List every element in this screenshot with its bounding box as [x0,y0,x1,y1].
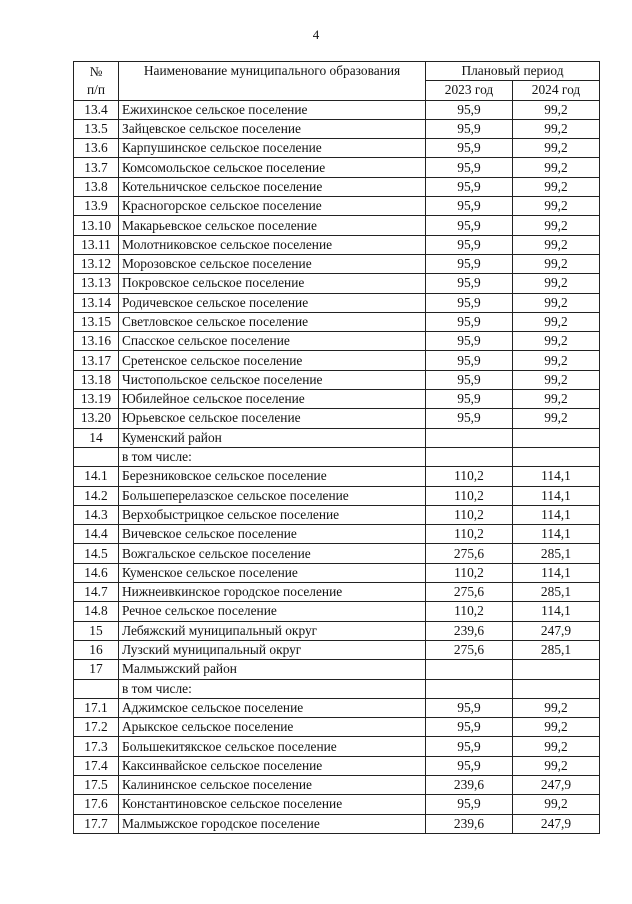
allocation-table [73,61,600,834]
row-value-2023 [426,660,513,679]
row-number: 13.18 [74,370,119,389]
row-value-2023: 110,2 [426,563,513,582]
table-row [74,525,600,544]
row-number: 14 [74,428,119,447]
row-name: Родичевское сельское поселение [119,293,426,312]
row-value-2024: 285,1 [513,544,600,563]
row-value-2024: 99,2 [513,293,600,312]
table-row [74,312,600,331]
row-name: Куменское сельское поселение [119,563,426,582]
row-number: 13.10 [74,216,119,235]
row-number [74,447,119,466]
row-number [74,679,119,698]
row-value-2024: 247,9 [513,814,600,833]
row-value-2024: 99,2 [513,119,600,138]
row-number: 17 [74,660,119,679]
row-number: 13.14 [74,293,119,312]
row-name: в том числе: [119,679,426,698]
row-value-2024: 114,1 [513,467,600,486]
row-value-2024 [513,660,600,679]
row-value-2024: 99,2 [513,737,600,756]
row-number: 14.5 [74,544,119,563]
row-name: Покровское сельское поселение [119,274,426,293]
row-value-2023 [426,679,513,698]
header-year-2024: 2024 год [513,81,600,100]
row-value-2023: 95,9 [426,158,513,177]
row-number: 13.6 [74,139,119,158]
row-value-2023: 239,6 [426,621,513,640]
row-value-2024: 99,2 [513,312,600,331]
row-value-2023: 95,9 [426,370,513,389]
row-value-2023: 95,9 [426,409,513,428]
row-value-2024: 285,1 [513,583,600,602]
table-row [74,756,600,775]
row-value-2023: 110,2 [426,505,513,524]
row-value-2023: 95,9 [426,274,513,293]
row-name: Юбилейное сельское поселение [119,390,426,409]
table-row [74,621,600,640]
table-row [74,814,600,833]
row-name: Зайцевское сельское поселение [119,119,426,138]
row-value-2024: 99,2 [513,390,600,409]
row-value-2023: 95,9 [426,698,513,717]
row-name: Лузский муниципальный округ [119,640,426,659]
row-value-2024: 99,2 [513,332,600,351]
header-year-2023: 2023 год [426,81,513,100]
row-value-2024: 114,1 [513,486,600,505]
row-value-2024: 99,2 [513,370,600,389]
row-name: Ежихинское сельское поселение [119,100,426,119]
table-row [74,332,600,351]
row-name: Светловское сельское поселение [119,312,426,331]
row-name: Котельничское сельское поселение [119,177,426,196]
row-name: Спасское сельское поселение [119,332,426,351]
row-value-2024 [513,447,600,466]
row-number: 14.3 [74,505,119,524]
row-number: 13.16 [74,332,119,351]
row-value-2024: 114,1 [513,505,600,524]
row-name: Красногорское сельское поселение [119,197,426,216]
table-row [74,505,600,524]
row-value-2024: 247,9 [513,775,600,794]
row-value-2024: 99,2 [513,756,600,775]
row-name: Сретенское сельское поселение [119,351,426,370]
row-name: Верхобыстрицкое сельское поселение [119,505,426,524]
table-row [74,583,600,602]
row-value-2023: 95,9 [426,100,513,119]
row-value-2024: 99,2 [513,177,600,196]
row-value-2024 [513,679,600,698]
row-number: 13.13 [74,274,119,293]
row-value-2024: 99,2 [513,100,600,119]
row-name: Березниковское сельское поселение [119,467,426,486]
row-name: в том числе: [119,447,426,466]
row-value-2024: 114,1 [513,602,600,621]
table-body [74,100,600,833]
row-number: 13.5 [74,119,119,138]
row-value-2023: 95,9 [426,139,513,158]
row-number: 17.6 [74,795,119,814]
row-number: 17.3 [74,737,119,756]
row-number: 17.1 [74,698,119,717]
row-value-2024: 99,2 [513,139,600,158]
row-name: Константиновское сельское поселение [119,795,426,814]
row-number: 15 [74,621,119,640]
row-value-2024: 99,2 [513,216,600,235]
row-value-2023: 110,2 [426,525,513,544]
row-value-2024: 99,2 [513,795,600,814]
table-row [74,293,600,312]
row-value-2023: 275,6 [426,544,513,563]
row-number: 14.7 [74,583,119,602]
row-number: 13.7 [74,158,119,177]
row-name: Малмыжское городское поселение [119,814,426,833]
row-name: Большеперелазское сельское поселение [119,486,426,505]
row-value-2023: 95,9 [426,795,513,814]
row-value-2024: 285,1 [513,640,600,659]
row-number: 17.7 [74,814,119,833]
table-row [74,544,600,563]
row-name: Куменский район [119,428,426,447]
row-value-2024: 247,9 [513,621,600,640]
row-number: 13.4 [74,100,119,119]
page-number: 4 [312,27,320,42]
row-number: 14.8 [74,602,119,621]
row-value-2024: 114,1 [513,563,600,582]
row-number: 13.9 [74,197,119,216]
row-value-2024: 99,2 [513,235,600,254]
row-value-2024: 99,2 [513,718,600,737]
table-row [74,235,600,254]
row-value-2023: 95,9 [426,177,513,196]
table-row [74,254,600,273]
row-value-2023: 239,6 [426,775,513,794]
row-name: Арыкское сельское поселение [119,718,426,737]
row-name: Морозовское сельское поселение [119,254,426,273]
row-number: 14.2 [74,486,119,505]
row-name: Комсомольское сельское поселение [119,158,426,177]
row-number: 13.8 [74,177,119,196]
table-row [74,795,600,814]
row-name: Вожгальское сельское поселение [119,544,426,563]
row-number: 17.4 [74,756,119,775]
table-row [74,428,600,447]
row-value-2023: 239,6 [426,814,513,833]
table-row [74,718,600,737]
row-number: 13.12 [74,254,119,273]
row-name: Малмыжский район [119,660,426,679]
table-header [74,62,600,101]
table-row [74,158,600,177]
table-row [74,119,600,138]
row-value-2024: 114,1 [513,525,600,544]
table-row [74,679,600,698]
row-name: Юрьевское сельское поселение [119,409,426,428]
table-row [74,351,600,370]
table-row [74,737,600,756]
row-name: Аджимское сельское поселение [119,698,426,717]
table-row [74,486,600,505]
table-row [74,216,600,235]
table-row [74,177,600,196]
row-value-2024: 99,2 [513,197,600,216]
row-value-2023 [426,428,513,447]
table-row [74,563,600,582]
row-value-2024: 99,2 [513,274,600,293]
row-value-2023: 110,2 [426,602,513,621]
row-value-2023: 95,9 [426,312,513,331]
row-name: Макарьевское сельское поселение [119,216,426,235]
row-value-2023: 95,9 [426,119,513,138]
row-value-2023: 275,6 [426,583,513,602]
row-number: 14.4 [74,525,119,544]
header-period: Плановый период [426,62,600,81]
table-row [74,274,600,293]
row-value-2024: 99,2 [513,698,600,717]
row-value-2023: 95,9 [426,197,513,216]
row-value-2023: 95,9 [426,216,513,235]
row-number: 16 [74,640,119,659]
row-value-2023: 95,9 [426,235,513,254]
row-name: Лебяжский муниципальный округ [119,621,426,640]
row-value-2023: 275,6 [426,640,513,659]
row-name: Калининское сельское поселение [119,775,426,794]
row-name: Каксинвайское сельское поселение [119,756,426,775]
row-name: Большекитякское сельское поселение [119,737,426,756]
table-row [74,602,600,621]
table-row [74,698,600,717]
table-row [74,197,600,216]
row-number: 13.15 [74,312,119,331]
row-name: Речное сельское поселение [119,602,426,621]
row-number: 13.11 [74,235,119,254]
header-number-line2: п/п [86,81,106,97]
row-number: 14.1 [74,467,119,486]
row-value-2023: 95,9 [426,737,513,756]
header-name: Наименование муниципального образования [119,62,426,101]
table-row [74,390,600,409]
row-value-2023: 110,2 [426,486,513,505]
row-value-2023: 95,9 [426,293,513,312]
row-value-2023: 110,2 [426,467,513,486]
table-row [74,139,600,158]
row-name: Чистопольское сельское поселение [119,370,426,389]
row-number: 17.5 [74,775,119,794]
row-value-2023: 95,9 [426,390,513,409]
header-number [74,62,119,101]
table-row [74,775,600,794]
row-number: 14.6 [74,563,119,582]
row-number: 13.17 [74,351,119,370]
row-value-2023: 95,9 [426,254,513,273]
row-value-2023: 95,9 [426,351,513,370]
row-value-2023 [426,447,513,466]
row-number: 17.2 [74,718,119,737]
row-value-2024: 99,2 [513,254,600,273]
header-number-line1: № [89,63,103,79]
table-row [74,447,600,466]
row-value-2023: 95,9 [426,718,513,737]
row-number: 13.20 [74,409,119,428]
row-value-2023: 95,9 [426,332,513,351]
row-number: 13.19 [74,390,119,409]
row-value-2024: 99,2 [513,158,600,177]
row-name: Вичевское сельское поселение [119,525,426,544]
row-value-2024: 99,2 [513,351,600,370]
table-row [74,100,600,119]
row-value-2024 [513,428,600,447]
table-row [74,370,600,389]
table-row [74,467,600,486]
table-row [74,660,600,679]
row-value-2023: 95,9 [426,756,513,775]
row-value-2024: 99,2 [513,409,600,428]
row-name: Нижнеивкинское городское поселение [119,583,426,602]
table-row [74,640,600,659]
row-name: Молотниковское сельское поселение [119,235,426,254]
table-row [74,409,600,428]
row-name: Карпушинское сельское поселение [119,139,426,158]
